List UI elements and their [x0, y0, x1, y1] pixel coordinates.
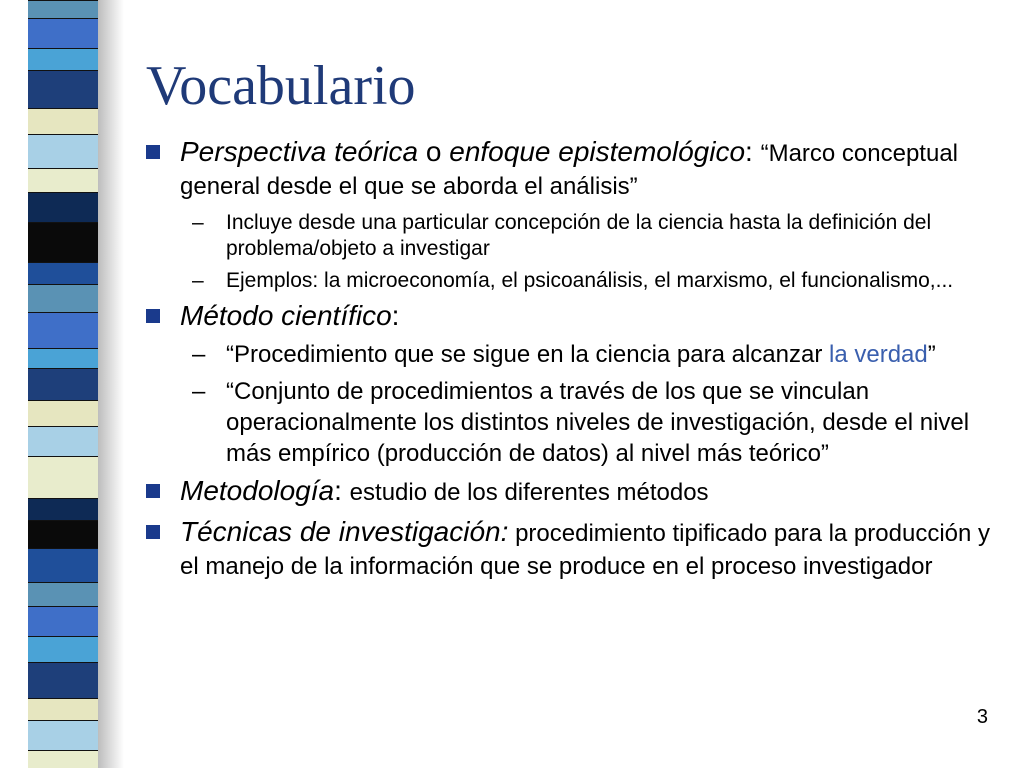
dash-bullet: – — [192, 341, 206, 368]
bullet-perspectiva: Perspectiva teórica o enfoque epistemológico: “Marco conceptual general desde el que se aborda el análisis” — [146, 136, 996, 202]
decorative-block — [28, 426, 98, 457]
decorative-block — [28, 662, 98, 699]
term-perspectiva: Perspectiva teórica — [180, 136, 419, 167]
decorative-block — [28, 48, 98, 71]
definition-perspectiva: “Marco conceptual general desde el que se aborda el análisis” — [180, 140, 959, 200]
subitem-incluye: – Incluye desde una particular concepción de la ciencia hasta la definición del problema/objeto a investigar — [192, 211, 932, 260]
decorative-block — [28, 134, 98, 169]
decorative-block — [28, 456, 98, 499]
decorative-block — [28, 606, 98, 637]
decorative-block — [28, 520, 98, 549]
slide-content — [146, 136, 996, 590]
definition-metodologia: estudio de los diferentes métodos — [349, 479, 709, 506]
square-bullet-icon — [146, 309, 160, 323]
dash-bullet: – — [192, 378, 206, 405]
definition-tecnicas-start: procedimiento tipificado para la — [508, 520, 848, 547]
term-metodo: Método científico — [180, 300, 392, 331]
strip-shadow — [98, 0, 124, 768]
square-bullet-icon — [146, 484, 160, 498]
decorative-block — [28, 108, 98, 135]
decorative-block — [28, 368, 98, 401]
decorative-block — [28, 312, 98, 349]
decorative-block — [28, 548, 98, 583]
dash-bullet: – — [192, 269, 204, 292]
subitem-procedimiento: – “Procedimiento que se sigue en la ciencia para alcanzar la verdad” — [192, 341, 936, 368]
decorative-block — [28, 222, 98, 263]
decorative-block — [28, 168, 98, 193]
definition-tecnicas-rest: producción y el manejo de la información que se produce en el proceso investigador — [180, 520, 991, 580]
bullet-tecnicas — [146, 516, 996, 582]
decorative-block — [28, 698, 98, 721]
subitem-ejemplos: – Ejemplos: la microeconomía, el psicoanálisis, el marxismo, el funcionalismo,... — [192, 269, 954, 292]
subitem-conjunto: – “Conjunto de procedimientos a través de los que se vinculan operacionalmente los distintos niveles de investigación, desde el nivel más empírico (producción de datos) al nivel más teórico” — [192, 378, 970, 467]
decorative-block — [28, 0, 98, 19]
decorative-block — [28, 192, 98, 223]
bullet-metodo-cientifico: Método científico: — [146, 300, 996, 331]
term-tecnicas: Técnicas de investigación: — [180, 516, 509, 547]
decorative-block — [28, 284, 98, 313]
square-bullet-icon — [146, 145, 160, 159]
slide-title: Vocabulario — [146, 55, 416, 117]
link-la-verdad[interactable]: la verdad — [829, 341, 928, 368]
decorative-block — [28, 498, 98, 521]
decorative-block — [28, 262, 98, 285]
decorative-block-strip — [28, 0, 98, 768]
decorative-block — [28, 636, 98, 663]
bullet-metodologia: Metodología: estudio de los diferentes métodos — [146, 475, 996, 508]
decorative-block — [28, 70, 98, 109]
decorative-block — [28, 720, 98, 751]
square-bullet-icon — [146, 525, 160, 539]
decorative-block — [28, 18, 98, 49]
decorative-block — [28, 750, 98, 768]
decorative-block — [28, 582, 98, 607]
decorative-block — [28, 348, 98, 369]
term-metodologia: Metodología — [180, 475, 335, 506]
page-number: 3 — [976, 706, 988, 728]
dash-bullet: – — [192, 211, 204, 234]
decorative-block — [28, 400, 98, 427]
term-enfoque: enfoque epistemológico — [449, 136, 746, 167]
